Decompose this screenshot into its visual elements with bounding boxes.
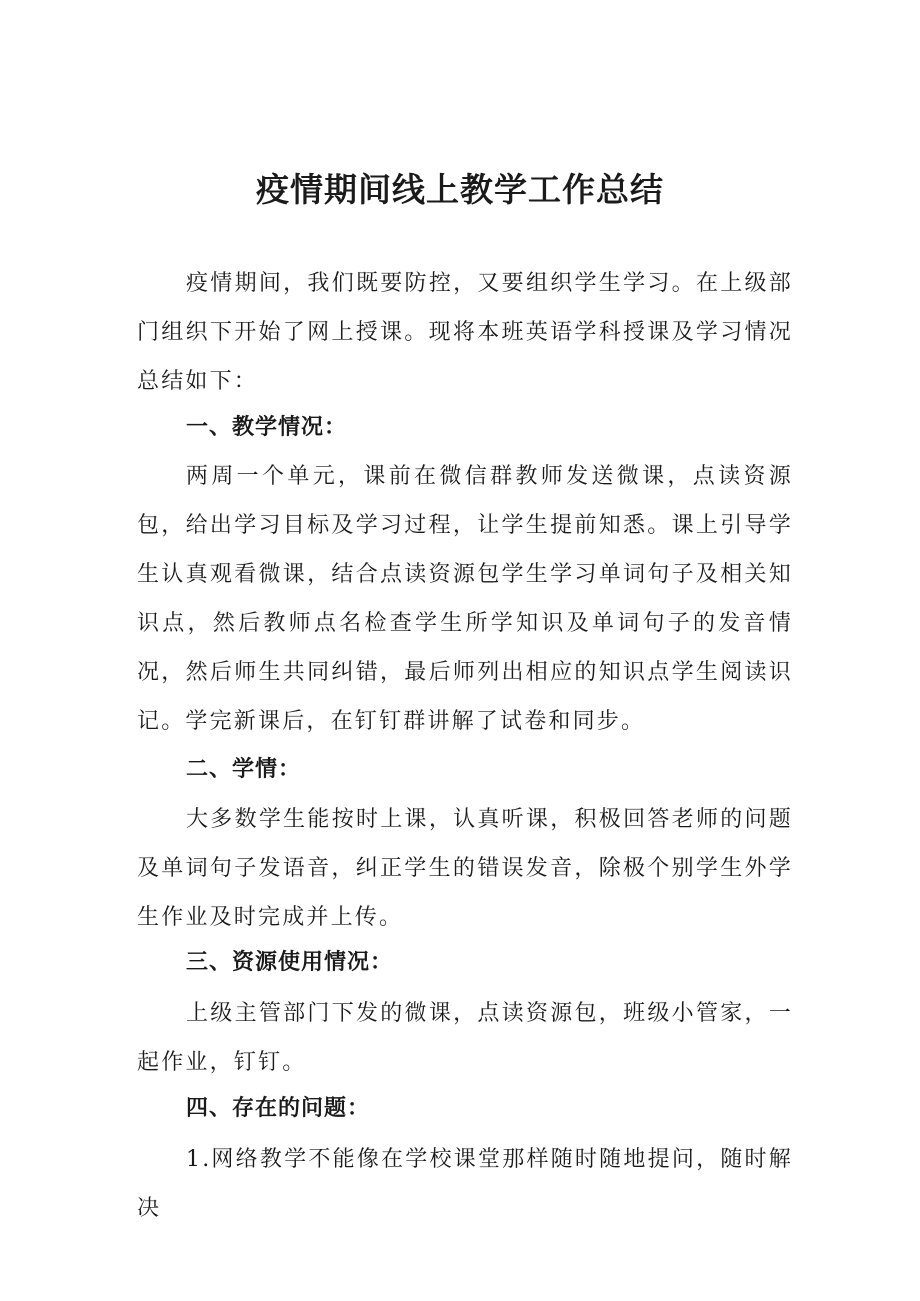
intro-paragraph: 疫情期间，我们既要防控，又要组织学生学习。在上级部门组织下开始了网上授课。现将本班英语学科授课及学习情况总结如下： bbox=[137, 271, 793, 394]
section-heading-problems: 四、存在的问题： bbox=[186, 1096, 371, 1121]
section-paragraph-problems: 1.网络教学不能像在学校课堂那样随时随地提问，随时解决 bbox=[137, 1147, 793, 1221]
section-paragraph-teaching: 两周一个单元，课前在微信群教师发送微课，点读资源包，给出学习目标及学习过程，让学生提前知悉。课上引导学生认真观看微课，结合点读资源包学生学习单词句子及相关知识点，然后教师点名检查学生所学知识及单词句子的发音情况，然后师生共同纠错，最后师列出相应的知识点学生阅读识记。学完新课后，在钉钉群讲解了试卷和同步。 bbox=[137, 464, 793, 734]
section-paragraph-learning: 大多数学生能按时上课，认真听课，积极回答老师的问题及单词句子发语音，纠正学生的错误发音，除极个别学生外学生作业及时完成并上传。 bbox=[137, 807, 793, 930]
section-heading-learning: 二、学情： bbox=[186, 757, 302, 782]
document-title: 疫情期间线上教学工作总结 bbox=[256, 170, 664, 209]
section-heading-teaching: 一、教学情况： bbox=[186, 415, 348, 440]
section-heading-resources: 三、资源使用情况： bbox=[186, 950, 394, 975]
section-paragraph-resources: 上级主管部门下发的微课，点读资源包，班级小管家，一起作业，钉钉。 bbox=[137, 1001, 793, 1075]
